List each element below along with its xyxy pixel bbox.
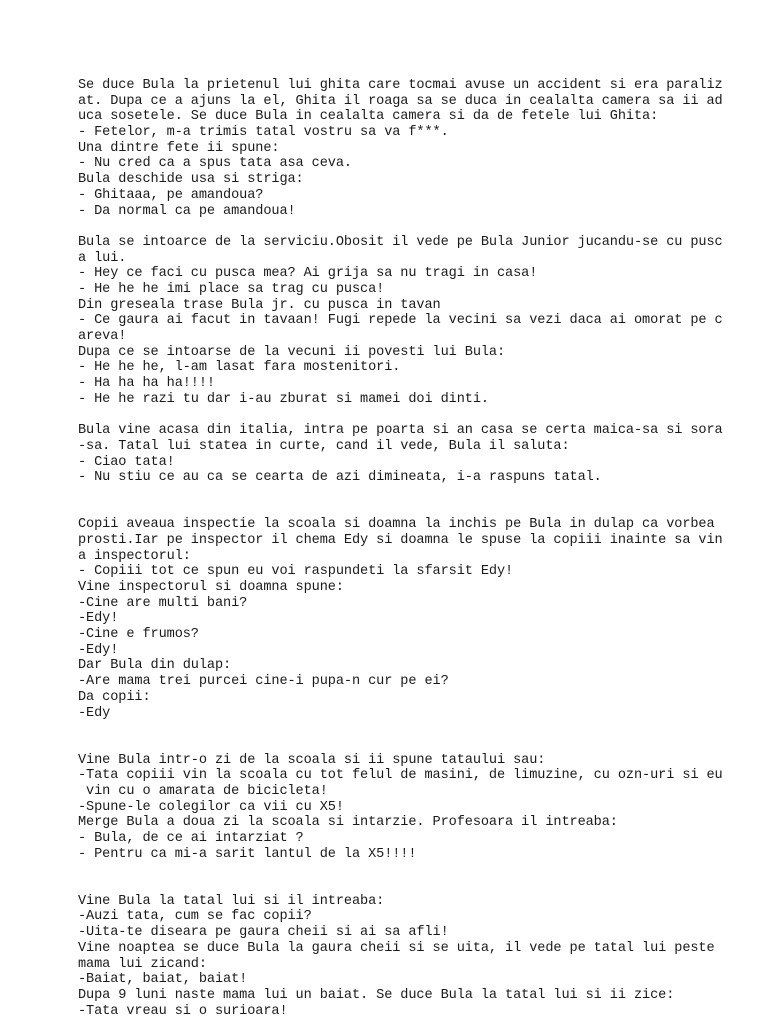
text-line: Dupa ce se intoarse de la vecuni ii povesti lui Bula: [78,344,506,360]
text-line: Merge Bula a doua zi la scoala si intarzie. Profesoara il intreaba: [78,815,618,831]
text-line: Vine noaptea se duce Bula la gaura cheii si se uita, il vede pe tatal lui peste [78,940,715,956]
text-line: Copii aveaua inspectie la scoala si doamna la inchis pe Bula in dulap ca vorbea [78,517,715,533]
text-line: - Da normal ca pe amandoua! [78,203,296,219]
text-line: at. Dupa ce a ajuns la el, Ghita il roaga sa se duca in cealalta camera sa ii ad [78,93,723,109]
text-line: - Nu stiu ce au ca se cearta de azi dimineata, i-a raspuns tatal. [78,470,602,486]
text-line: -Tata copiii vin la scoala cu tot felul de masini, de limuzine, cu ozn-uri si eu [78,768,723,784]
text-line: -sa. Tatal lui statea in curte, cand il vede, Bula il saluta: [78,438,570,454]
text-line: prosti.Iar pe inspector il chema Edy si doamna le spuse la copiii inainte sa vin [78,532,723,548]
text-line: Vine Bula la tatal lui si il intreaba: [78,893,385,909]
document-page [78,78,738,1019]
text-line: Una dintre fete ii spune: [78,140,280,156]
text-line: - Copiii tot ce spun eu voi raspundeti la sfarsit Edy! [78,564,514,580]
text-line: Din greseala trase Bula jr. cu pusca in tavan [78,297,441,313]
text-line: - Nu cred ca a spus tata asa ceva. [78,156,352,172]
text-line: Se duce Bula la prietenul lui ghita care tocmai avuse un accident si era paraliz [78,78,723,93]
text-line: mama lui zicand: [78,956,207,972]
text-line: -Cine are multi bani? [78,595,248,611]
paragraph-gap [78,486,738,517]
joke-block-2 [78,235,738,408]
joke-block-6 [78,894,738,1020]
joke-block-4 [78,517,738,721]
text-line: - He he razi tu dar i-au zburat si mamei doi dinti. [78,391,489,407]
text-line: -Cine e frumos? [78,627,199,643]
text-line: a inspectorul: [78,548,191,564]
paragraph-gap [78,721,738,752]
text-line: Vine inspectorul si doamna spune: [78,580,344,596]
text-line: Bula vine acasa din italia, intra pe poarta si an casa se certa maica-sa si sora [78,423,723,439]
text-line: -Edy! [78,642,119,658]
text-line: - Ghitaaa, pe amandoua? [78,187,264,203]
text-line: - Hey ce faci cu pusca mea? Ai grija sa nu tragi in casa! [78,266,538,282]
text-line: - Pentru ca mi-a sarit lantul de la X5!!!! [78,846,417,862]
text-line: a lui. [78,250,127,266]
paragraph-gap [78,407,738,423]
text-line: - He he he, l-am lasat fara mostenitori. [78,360,401,376]
text-line: - He he he imi place sa trag cu pusca! [78,281,385,297]
text-line: Bula deschide usa si striga: [78,172,304,188]
joke-block-3 [78,423,738,486]
text-line: areva! [78,329,127,344]
text-line: -Auzi tata, cum se fac copii? [78,909,312,925]
joke-block-5 [78,753,738,863]
text-line: uca sosetele. Se duce Bula in cealalta camera si da de fetele lui Ghita: [78,109,659,125]
text-line: vin cu o amarata de bicicleta! [78,783,328,799]
text-line: -Spune-le colegilor ca vii cu X5! [78,799,344,815]
text-line: Vine Bula intr-o zi de la scoala si ii spune tataului sau: [78,752,546,768]
joke-block-1 [78,78,738,219]
paragraph-gap [78,862,738,893]
text-line: - Ce gaura ai facut in tavaan! Fugi repede la vecini sa vezi daca ai omorat pe c [78,313,723,329]
text-line: - Ha ha ha ha!!!! [78,376,215,392]
text-line: -Baiat, baiat, baiat! [78,972,248,988]
text-line: -Uita-te diseara pe gaura cheii si ai sa afli! [78,925,449,941]
text-line: -Are mama trei purcei cine-i pupa-n cur pe ei? [78,674,449,690]
text-line: Dar Bula din dulap: [78,658,232,674]
text-line: -Edy! [78,611,119,627]
text-line: - Bula, de ce ai intarziat ? [78,831,304,847]
text-line: - Fetelor, m-a trimis tatal vostru sa va f***. [78,125,449,141]
text-line: Da copii: [78,689,151,705]
text-line: -Edy [78,705,111,721]
paragraph-gap [78,219,738,235]
text-line: Bula se intoarce de la serviciu.Obosit il vede pe Bula Junior jucandu-se cu pusc [78,234,723,250]
text-line: -Tata vreau si o surioara! [78,1003,288,1019]
text-line: - Ciao tata! [78,454,175,470]
text-line: Dupa 9 luni naste mama lui un baiat. Se duce Bula la tatal lui si ii zice: [78,987,675,1003]
